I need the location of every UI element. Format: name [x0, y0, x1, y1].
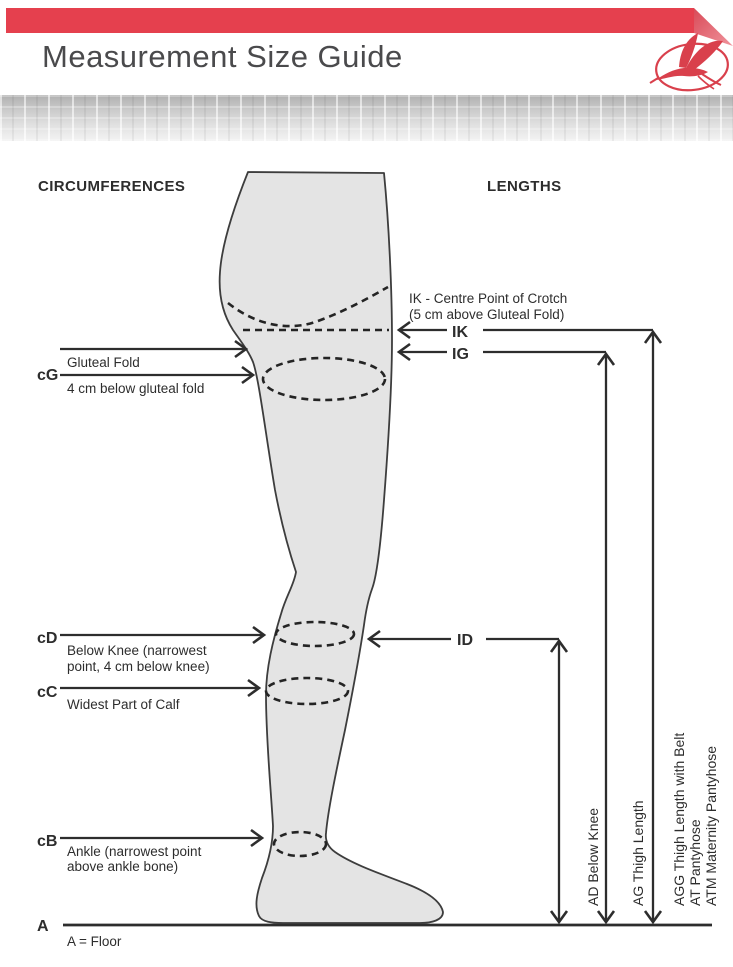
page-fold-corner — [694, 8, 733, 46]
crotch-note-line2: (5 cm above Gluteal Fold) — [409, 307, 565, 322]
id-code-label: ID — [457, 632, 473, 649]
cb-label-line1: Ankle (narrowest point — [67, 844, 202, 859]
leg-silhouette — [220, 172, 443, 923]
ad-length-label: AD Below Knee — [585, 807, 601, 906]
crotch-note-line1: IK - Centre Point of Crotch — [409, 291, 568, 306]
a-floor-label: A = Floor — [67, 934, 122, 949]
circumferences-heading: CIRCUMFERENCES — [38, 178, 186, 195]
cd-label-line1: Below Knee (narrowest — [67, 643, 207, 658]
cc-label: Widest Part of Calf — [67, 697, 180, 712]
cg-code-label: cG — [37, 367, 59, 384]
cc-code-label: cC — [37, 684, 58, 701]
agg-length-label-line2: AT Pantyhose — [687, 819, 703, 906]
cd-code-label: cD — [37, 630, 58, 647]
ag-length-label: AG Thigh Length — [630, 800, 646, 906]
lengths-heading: LENGTHS — [487, 178, 562, 195]
cb-label-line2: above ankle bone) — [67, 859, 179, 874]
flying-crane-logo — [650, 33, 731, 94]
agg-length-label-line3: ATM Maternity Pantyhose — [703, 745, 719, 906]
cd-label-line2: point, 4 cm below knee) — [67, 659, 210, 674]
page-title: Measurement Size Guide — [42, 39, 403, 74]
ig-code-label: IG — [452, 346, 469, 363]
cb-code-label: cB — [37, 833, 58, 850]
agg-length-label-line1: AGG Thigh Length with Belt — [671, 732, 687, 906]
a-code-label: A — [37, 918, 49, 935]
cg-label: 4 cm below gluteal fold — [67, 381, 205, 396]
ik-code-label: IK — [452, 324, 468, 341]
gluteal-fold-label: Gluteal Fold — [67, 355, 140, 370]
